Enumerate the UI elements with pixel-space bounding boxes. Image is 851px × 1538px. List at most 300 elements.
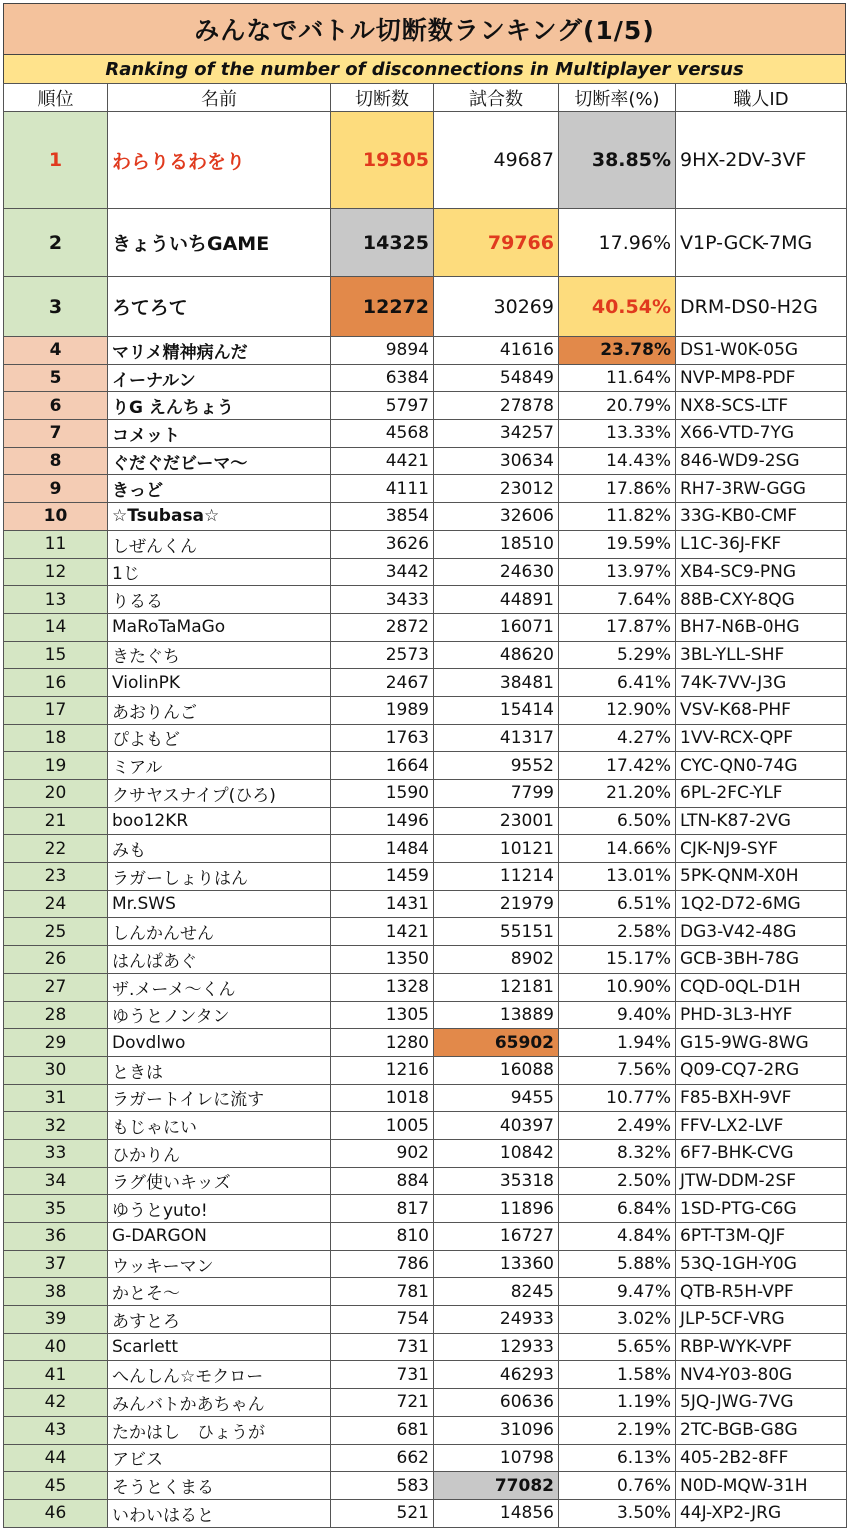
maker-id: L1C-36J-FKF: [676, 530, 847, 558]
games-count: 24933: [434, 1306, 559, 1334]
column-header-games: 試合数: [434, 84, 559, 112]
maker-id: 846-WD9-2SG: [676, 447, 847, 475]
table-row: [4, 1001, 847, 1029]
page-subtitle: Ranking of the number of disconnections in Multiplayer versus: [3, 55, 846, 83]
player-name: アビス: [108, 1444, 331, 1472]
table-row: [4, 1472, 847, 1500]
table-row: [4, 1389, 847, 1417]
maker-id: 1Q2-D72-6MG: [676, 890, 847, 918]
disconnect-rate: 1.58%: [559, 1361, 676, 1389]
table-row: [4, 973, 847, 1001]
disconnect-rate: 1.19%: [559, 1389, 676, 1417]
table-row: [4, 890, 847, 918]
maker-id: 74K-7VV-J3G: [676, 669, 847, 697]
disconnect-count: 1590: [331, 780, 434, 808]
rank-cell: 15: [4, 641, 108, 669]
disconnect-rate: 1.94%: [559, 1029, 676, 1057]
page-title: みんなでバトル切断数ランキング(1/5): [3, 3, 846, 55]
games-count: 27878: [434, 392, 559, 420]
maker-id: RH7-3RW-GGG: [676, 475, 847, 503]
maker-id: DRM-DS0-H2G: [676, 277, 847, 337]
rank-cell: 7: [4, 420, 108, 448]
rank-cell: 17: [4, 696, 108, 724]
disconnect-rate: 19.59%: [559, 530, 676, 558]
table-row: [4, 1139, 847, 1167]
player-name: へんしん☆モクロー: [108, 1361, 331, 1389]
games-count: 24630: [434, 558, 559, 586]
maker-id: V1P-GCK-7MG: [676, 209, 847, 277]
rank-cell: 25: [4, 918, 108, 946]
table-row: [4, 364, 847, 392]
rank-cell: 12: [4, 558, 108, 586]
table-row: [4, 1167, 847, 1195]
player-name: マリメ精神病んだ: [108, 337, 331, 365]
disconnect-rate: 38.85%: [559, 112, 676, 209]
table-row: [4, 1112, 847, 1140]
disconnect-count: 4421: [331, 447, 434, 475]
games-count: 10842: [434, 1139, 559, 1167]
games-count: 11214: [434, 863, 559, 891]
ranking-body: [4, 112, 847, 1528]
disconnect-count: 3854: [331, 503, 434, 531]
games-count: 44891: [434, 586, 559, 614]
maker-id: Q09-CQ7-2RG: [676, 1056, 847, 1084]
player-name: きっど: [108, 475, 331, 503]
games-count: 10798: [434, 1444, 559, 1472]
table-row: [4, 807, 847, 835]
player-name: りG えんちょう: [108, 392, 331, 420]
table-row: [4, 1029, 847, 1057]
column-header-maker-id: 職人ID: [676, 84, 847, 112]
maker-id: 1SD-PTG-C6G: [676, 1195, 847, 1223]
disconnect-rate: 17.86%: [559, 475, 676, 503]
games-count: 30269: [434, 277, 559, 337]
disconnect-rate: 17.96%: [559, 209, 676, 277]
player-name: しぜんくん: [108, 530, 331, 558]
rank-cell: 3: [4, 277, 108, 337]
rank-cell: 22: [4, 835, 108, 863]
rank-cell: 34: [4, 1167, 108, 1195]
table-row: [4, 209, 847, 277]
games-count: 18510: [434, 530, 559, 558]
maker-id: 9HX-2DV-3VF: [676, 112, 847, 209]
disconnect-rate: 21.20%: [559, 780, 676, 808]
player-name: みんバトかあちゃん: [108, 1389, 331, 1417]
column-header-disconnects: 切断数: [331, 84, 434, 112]
disconnect-count: 1989: [331, 696, 434, 724]
table-row: [4, 1444, 847, 1472]
disconnect-rate: 15.17%: [559, 946, 676, 974]
maker-id: JTW-DDM-2SF: [676, 1167, 847, 1195]
disconnect-rate: 13.01%: [559, 863, 676, 891]
rank-cell: 29: [4, 1029, 108, 1057]
games-count: 41317: [434, 724, 559, 752]
disconnect-count: 884: [331, 1167, 434, 1195]
disconnect-count: 12272: [331, 277, 434, 337]
player-name: Mr.SWS: [108, 890, 331, 918]
disconnect-count: 1216: [331, 1056, 434, 1084]
games-count: 13360: [434, 1250, 559, 1278]
table-row: [4, 641, 847, 669]
disconnect-rate: 12.90%: [559, 696, 676, 724]
disconnect-count: 662: [331, 1444, 434, 1472]
rank-cell: 36: [4, 1223, 108, 1251]
rank-cell: 18: [4, 724, 108, 752]
player-name: コメット: [108, 420, 331, 448]
table-row: [4, 1084, 847, 1112]
disconnect-count: 583: [331, 1472, 434, 1500]
column-header-rank: 順位: [4, 84, 108, 112]
player-name: boo12KR: [108, 807, 331, 835]
rank-cell: 26: [4, 946, 108, 974]
maker-id: DS1-W0K-05G: [676, 337, 847, 365]
disconnect-rate: 3.50%: [559, 1499, 676, 1527]
rank-cell: 32: [4, 1112, 108, 1140]
player-name: イーナルン: [108, 364, 331, 392]
maker-id: CJK-NJ9-SYF: [676, 835, 847, 863]
disconnect-count: 4568: [331, 420, 434, 448]
games-count: 41616: [434, 337, 559, 365]
games-count: 10121: [434, 835, 559, 863]
rank-cell: 20: [4, 780, 108, 808]
rank-cell: 23: [4, 863, 108, 891]
disconnect-count: 786: [331, 1250, 434, 1278]
table-row: [4, 835, 847, 863]
disconnect-rate: 20.79%: [559, 392, 676, 420]
table-row: [4, 112, 847, 209]
player-name: ゆうとyuto!: [108, 1195, 331, 1223]
table-row: [4, 696, 847, 724]
disconnect-count: 2467: [331, 669, 434, 697]
table-row: [4, 752, 847, 780]
disconnect-count: 2872: [331, 613, 434, 641]
disconnect-rate: 14.43%: [559, 447, 676, 475]
table-row: [4, 475, 847, 503]
player-name: かとそ〜: [108, 1278, 331, 1306]
disconnect-rate: 7.56%: [559, 1056, 676, 1084]
player-name: MaRoTaMaGo: [108, 613, 331, 641]
maker-id: 5PK-QNM-X0H: [676, 863, 847, 891]
table-row: [4, 613, 847, 641]
disconnect-rate: 5.29%: [559, 641, 676, 669]
maker-id: PHD-3L3-HYF: [676, 1001, 847, 1029]
disconnect-count: 1431: [331, 890, 434, 918]
games-count: 77082: [434, 1472, 559, 1500]
ranking-table: [3, 83, 847, 1528]
disconnect-rate: 2.50%: [559, 1167, 676, 1195]
table-row: [4, 277, 847, 337]
disconnect-count: 902: [331, 1139, 434, 1167]
player-name: いわいはると: [108, 1499, 331, 1527]
rank-cell: 38: [4, 1278, 108, 1306]
table-row: [4, 337, 847, 365]
maker-id: BH7-N6B-0HG: [676, 613, 847, 641]
maker-id: 1VV-RCX-QPF: [676, 724, 847, 752]
games-count: 15414: [434, 696, 559, 724]
rank-cell: 9: [4, 475, 108, 503]
table-row: [4, 392, 847, 420]
games-count: 49687: [434, 112, 559, 209]
rank-cell: 46: [4, 1499, 108, 1527]
table-row: [4, 1056, 847, 1084]
disconnect-rate: 4.84%: [559, 1223, 676, 1251]
rank-cell: 39: [4, 1306, 108, 1334]
maker-id: 53Q-1GH-Y0G: [676, 1250, 847, 1278]
table-row: [4, 503, 847, 531]
disconnect-count: 3442: [331, 558, 434, 586]
maker-id: G15-9WG-8WG: [676, 1029, 847, 1057]
games-count: 21979: [434, 890, 559, 918]
rank-cell: 31: [4, 1084, 108, 1112]
games-count: 12181: [434, 973, 559, 1001]
table-row: [4, 1278, 847, 1306]
disconnect-count: 1763: [331, 724, 434, 752]
rank-cell: 45: [4, 1472, 108, 1500]
disconnect-rate: 23.78%: [559, 337, 676, 365]
maker-id: F85-BXH-9VF: [676, 1084, 847, 1112]
rank-cell: 11: [4, 530, 108, 558]
disconnect-rate: 9.47%: [559, 1278, 676, 1306]
player-name: 1じ: [108, 558, 331, 586]
disconnect-count: 781: [331, 1278, 434, 1306]
games-count: 65902: [434, 1029, 559, 1057]
disconnect-rate: 5.88%: [559, 1250, 676, 1278]
maker-id: NV4-Y03-80G: [676, 1361, 847, 1389]
games-count: 38481: [434, 669, 559, 697]
table-row: [4, 863, 847, 891]
disconnect-rate: 0.76%: [559, 1472, 676, 1500]
table-row: [4, 1333, 847, 1361]
rank-cell: 24: [4, 890, 108, 918]
disconnect-count: 3433: [331, 586, 434, 614]
player-name: あすとろ: [108, 1306, 331, 1334]
games-count: 11896: [434, 1195, 559, 1223]
disconnect-rate: 13.97%: [559, 558, 676, 586]
player-name: はんぱあぐ: [108, 946, 331, 974]
table-row: [4, 1250, 847, 1278]
player-name: たかはし ひょうが: [108, 1416, 331, 1444]
maker-id: 6F7-BHK-CVG: [676, 1139, 847, 1167]
disconnect-count: 1280: [331, 1029, 434, 1057]
disconnect-rate: 6.13%: [559, 1444, 676, 1472]
disconnect-rate: 6.84%: [559, 1195, 676, 1223]
disconnect-rate: 2.19%: [559, 1416, 676, 1444]
maker-id: N0D-MQW-31H: [676, 1472, 847, 1500]
disconnect-count: 1005: [331, 1112, 434, 1140]
games-count: 16088: [434, 1056, 559, 1084]
disconnect-rate: 17.87%: [559, 613, 676, 641]
rank-cell: 30: [4, 1056, 108, 1084]
disconnect-count: 3626: [331, 530, 434, 558]
table-row: [4, 1223, 847, 1251]
disconnect-rate: 9.40%: [559, 1001, 676, 1029]
games-count: 48620: [434, 641, 559, 669]
disconnect-rate: 2.49%: [559, 1112, 676, 1140]
table-row: [4, 1361, 847, 1389]
disconnect-count: 1421: [331, 918, 434, 946]
games-count: 9552: [434, 752, 559, 780]
disconnect-rate: 10.77%: [559, 1084, 676, 1112]
games-count: 32606: [434, 503, 559, 531]
table-row: [4, 530, 847, 558]
disconnect-count: 810: [331, 1223, 434, 1251]
games-count: 54849: [434, 364, 559, 392]
maker-id: 3BL-YLL-SHF: [676, 641, 847, 669]
games-count: 16727: [434, 1223, 559, 1251]
maker-id: DG3-V42-48G: [676, 918, 847, 946]
table-row: [4, 420, 847, 448]
games-count: 16071: [434, 613, 559, 641]
player-name: ラグ使いキッズ: [108, 1167, 331, 1195]
maker-id: QTB-R5H-VPF: [676, 1278, 847, 1306]
games-count: 23012: [434, 475, 559, 503]
table-row: [4, 780, 847, 808]
table-row: [4, 1416, 847, 1444]
rank-cell: 21: [4, 807, 108, 835]
rank-cell: 8: [4, 447, 108, 475]
rank-cell: 14: [4, 613, 108, 641]
disconnect-rate: 40.54%: [559, 277, 676, 337]
rank-cell: 42: [4, 1389, 108, 1417]
disconnect-count: 1328: [331, 973, 434, 1001]
table-row: [4, 669, 847, 697]
games-count: 79766: [434, 209, 559, 277]
games-count: 34257: [434, 420, 559, 448]
disconnect-rate: 6.41%: [559, 669, 676, 697]
games-count: 46293: [434, 1361, 559, 1389]
player-name: もじゃにい: [108, 1112, 331, 1140]
maker-id: 6PT-T3M-QJF: [676, 1223, 847, 1251]
disconnect-count: 1305: [331, 1001, 434, 1029]
maker-id: CQD-0QL-D1H: [676, 973, 847, 1001]
player-name: きょういちGAME: [108, 209, 331, 277]
player-name: ウッキーマン: [108, 1250, 331, 1278]
rank-cell: 37: [4, 1250, 108, 1278]
games-count: 30634: [434, 447, 559, 475]
maker-id: 2TC-BGB-G8G: [676, 1416, 847, 1444]
disconnect-rate: 11.64%: [559, 364, 676, 392]
rank-cell: 28: [4, 1001, 108, 1029]
disconnect-count: 5797: [331, 392, 434, 420]
player-name: ひかりん: [108, 1139, 331, 1167]
rank-cell: 16: [4, 669, 108, 697]
rank-cell: 2: [4, 209, 108, 277]
disconnect-count: 1018: [331, 1084, 434, 1112]
table-row: [4, 558, 847, 586]
disconnect-rate: 13.33%: [559, 420, 676, 448]
table-row: [4, 1195, 847, 1223]
player-name: Dovdlwo: [108, 1029, 331, 1057]
disconnect-rate: 6.50%: [559, 807, 676, 835]
rank-cell: 19: [4, 752, 108, 780]
disconnect-count: 1350: [331, 946, 434, 974]
player-name: りるる: [108, 586, 331, 614]
disconnect-rate: 10.90%: [559, 973, 676, 1001]
disconnect-count: 1664: [331, 752, 434, 780]
disconnect-rate: 11.82%: [559, 503, 676, 531]
games-count: 55151: [434, 918, 559, 946]
disconnect-rate: 14.66%: [559, 835, 676, 863]
table-row: [4, 724, 847, 752]
disconnect-count: 731: [331, 1333, 434, 1361]
player-name: ラガートイレに流す: [108, 1084, 331, 1112]
table-row: [4, 946, 847, 974]
maker-id: RBP-WYK-VPF: [676, 1333, 847, 1361]
column-header-name: 名前: [108, 84, 331, 112]
disconnect-count: 681: [331, 1416, 434, 1444]
rank-cell: 6: [4, 392, 108, 420]
disconnect-count: 521: [331, 1499, 434, 1527]
rank-cell: 27: [4, 973, 108, 1001]
games-count: 40397: [434, 1112, 559, 1140]
disconnect-rate: 4.27%: [559, 724, 676, 752]
disconnect-count: 754: [331, 1306, 434, 1334]
player-name: きたぐち: [108, 641, 331, 669]
table-row: [4, 1499, 847, 1527]
rank-cell: 33: [4, 1139, 108, 1167]
maker-id: NX8-SCS-LTF: [676, 392, 847, 420]
maker-id: 88B-CXY-8QG: [676, 586, 847, 614]
player-name: あおりんご: [108, 696, 331, 724]
player-name: ときは: [108, 1056, 331, 1084]
disconnect-rate: 3.02%: [559, 1306, 676, 1334]
maker-id: CYC-QN0-74G: [676, 752, 847, 780]
maker-id: JLP-5CF-VRG: [676, 1306, 847, 1334]
disconnect-count: 19305: [331, 112, 434, 209]
maker-id: NVP-MP8-PDF: [676, 364, 847, 392]
games-count: 60636: [434, 1389, 559, 1417]
player-name: しんかんせん: [108, 918, 331, 946]
maker-id: LTN-K87-2VG: [676, 807, 847, 835]
maker-id: VSV-K68-PHF: [676, 696, 847, 724]
disconnect-count: 6384: [331, 364, 434, 392]
maker-id: 405-2B2-8FF: [676, 1444, 847, 1472]
maker-id: XB4-SC9-PNG: [676, 558, 847, 586]
maker-id: 6PL-2FC-YLF: [676, 780, 847, 808]
player-name: クサヤスナイプ(ひろ): [108, 780, 331, 808]
maker-id: GCB-3BH-78G: [676, 946, 847, 974]
disconnect-count: 721: [331, 1389, 434, 1417]
maker-id: X66-VTD-7YG: [676, 420, 847, 448]
disconnect-count: 4111: [331, 475, 434, 503]
games-count: 14856: [434, 1499, 559, 1527]
games-count: 23001: [434, 807, 559, 835]
player-name: ろてろて: [108, 277, 331, 337]
table-row: [4, 586, 847, 614]
disconnect-count: 1484: [331, 835, 434, 863]
table-row: [4, 447, 847, 475]
maker-id: 5JQ-JWG-7VG: [676, 1389, 847, 1417]
disconnect-count: 1459: [331, 863, 434, 891]
maker-id: FFV-LX2-LVF: [676, 1112, 847, 1140]
player-name: ViolinPK: [108, 669, 331, 697]
disconnect-count: 817: [331, 1195, 434, 1223]
player-name: わらりるわをり: [108, 112, 331, 209]
player-name: ゆうとノンタン: [108, 1001, 331, 1029]
rank-cell: 1: [4, 112, 108, 209]
disconnect-count: 9894: [331, 337, 434, 365]
games-count: 31096: [434, 1416, 559, 1444]
player-name: みも: [108, 835, 331, 863]
games-count: 13889: [434, 1001, 559, 1029]
disconnect-rate: 17.42%: [559, 752, 676, 780]
table-row: [4, 1306, 847, 1334]
rank-cell: 40: [4, 1333, 108, 1361]
games-count: 9455: [434, 1084, 559, 1112]
header-row: [4, 84, 847, 112]
rank-cell: 35: [4, 1195, 108, 1223]
disconnect-count: 14325: [331, 209, 434, 277]
